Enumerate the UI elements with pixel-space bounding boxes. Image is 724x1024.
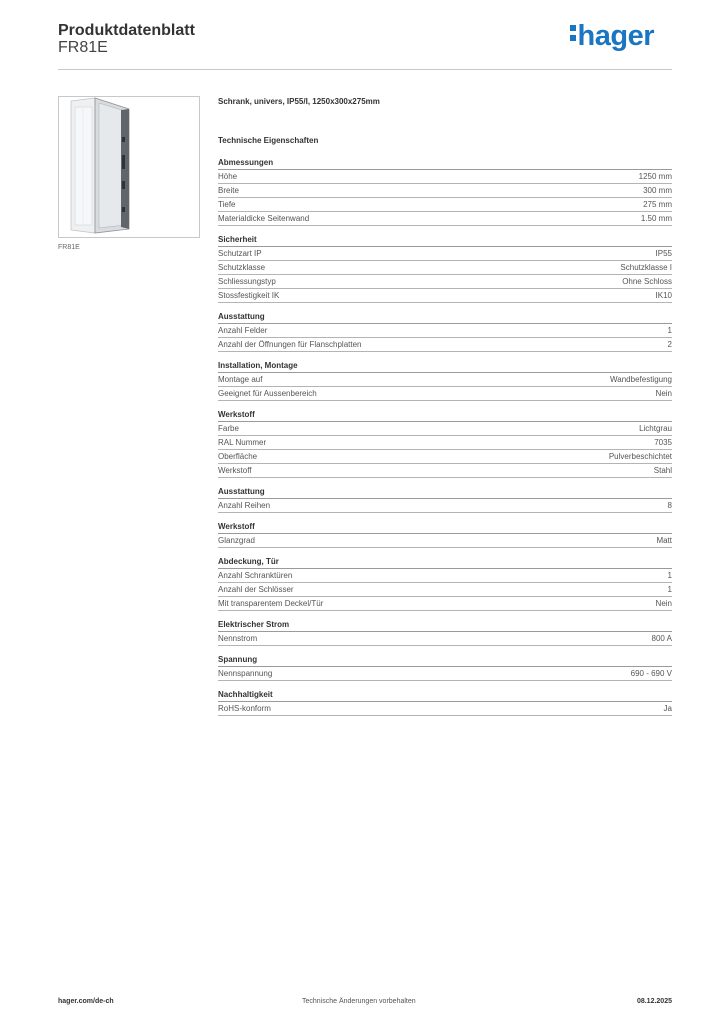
property-row <box>218 667 672 681</box>
property-value: IK10 <box>655 291 672 300</box>
property-row <box>218 184 672 198</box>
section-title: Spannung <box>218 655 672 667</box>
section-title: Werkstoff <box>218 522 672 534</box>
tech-properties-heading: Technische Eigenschaften <box>218 136 319 145</box>
property-value: 1 <box>667 571 672 580</box>
property-value: 1250 mm <box>638 172 672 181</box>
image-caption: FR81E <box>58 244 80 251</box>
property-value: Lichtgrau <box>639 424 672 433</box>
page-header <box>58 20 672 70</box>
property-row <box>218 702 672 716</box>
property-section <box>218 487 672 513</box>
footer-notice: Technische Änderungen vorbehalten <box>302 998 416 1005</box>
property-section <box>218 690 672 716</box>
property-row <box>218 170 672 184</box>
property-label: Farbe <box>218 424 239 433</box>
property-label: Schutzklasse <box>218 263 266 272</box>
property-row <box>218 324 672 338</box>
property-row <box>218 464 672 478</box>
property-label: Breite <box>218 186 239 195</box>
property-label: Schutzart IP <box>218 249 262 258</box>
property-row <box>218 436 672 450</box>
property-value: 800 A <box>651 634 672 643</box>
property-value: 7035 <box>654 438 672 447</box>
property-row <box>218 373 672 387</box>
property-row <box>218 212 672 226</box>
property-row <box>218 261 672 275</box>
property-label: Montage auf <box>218 375 263 384</box>
property-section <box>218 557 672 611</box>
footer-date: 08.12.2025 <box>636 998 672 1005</box>
property-section <box>218 312 672 352</box>
property-value: 1 <box>667 326 672 335</box>
section-title: Elektrischer Strom <box>218 620 672 632</box>
property-row <box>218 583 672 597</box>
property-value: 1.50 mm <box>640 214 672 223</box>
property-row <box>218 338 672 352</box>
datasheet-content <box>218 97 672 725</box>
footer-website: hager.com/de-ch <box>58 998 114 1005</box>
property-row <box>218 247 672 261</box>
product-code: FR81E <box>58 39 108 56</box>
property-label: Tiefe <box>218 200 236 209</box>
property-label: Anzahl Felder <box>218 326 268 335</box>
property-label: Nennspannung <box>218 669 273 678</box>
page-title: Produktdatenblatt <box>58 22 195 39</box>
property-row <box>218 569 672 583</box>
hager-logo <box>570 20 654 53</box>
property-row <box>218 422 672 436</box>
property-value: 1 <box>667 585 672 594</box>
property-value: Matt <box>656 536 672 545</box>
property-value: Ja <box>663 704 672 713</box>
property-row <box>218 499 672 513</box>
section-title: Installation, Montage <box>218 361 672 373</box>
property-value: Wandbefestigung <box>610 375 672 384</box>
section-title: Nachhaltigkeit <box>218 690 672 702</box>
section-title: Ausstattung <box>218 487 672 499</box>
property-label: Geeignet für Aussenbereich <box>218 389 317 398</box>
logo-text: hager <box>577 20 654 52</box>
property-section <box>218 158 672 226</box>
cabinet-icon <box>59 97 199 237</box>
property-section <box>218 410 672 478</box>
property-value: 300 mm <box>643 186 672 195</box>
property-label: Mit transparentem Deckel/Tür <box>218 599 324 608</box>
property-section <box>218 620 672 646</box>
property-section <box>218 522 672 548</box>
property-value: Ohne Schloss <box>622 277 672 286</box>
property-label: RAL Nummer <box>218 438 267 447</box>
property-label: Materialdicke Seitenwand <box>218 214 310 223</box>
property-label: Stossfestigkeit IK <box>218 291 280 300</box>
property-row <box>218 275 672 289</box>
property-label: Schliessungstyp <box>218 277 276 286</box>
property-section <box>218 235 672 303</box>
property-value: 690 - 690 V <box>630 669 672 678</box>
property-row <box>218 632 672 646</box>
property-value: 275 mm <box>643 200 672 209</box>
property-value: 8 <box>667 501 672 510</box>
product-description: Schrank, univers, IP55/I, 1250x300x275mm <box>218 97 380 106</box>
section-title: Abmessungen <box>218 158 672 170</box>
product-image <box>58 96 200 238</box>
property-sections <box>218 158 672 716</box>
property-label: Glanzgrad <box>218 536 255 545</box>
property-row <box>218 450 672 464</box>
property-value: Pulverbeschichtet <box>608 452 672 461</box>
property-label: Anzahl Schranktüren <box>218 571 293 580</box>
property-value: 2 <box>667 340 672 349</box>
property-row <box>218 597 672 611</box>
property-value: IP55 <box>655 249 672 258</box>
property-label: Oberfläche <box>218 452 258 461</box>
property-row <box>218 289 672 303</box>
property-value: Nein <box>655 389 672 398</box>
section-title: Ausstattung <box>218 312 672 324</box>
property-label: Höhe <box>218 172 238 181</box>
property-section <box>218 655 672 681</box>
logo-colon-icon <box>570 23 576 43</box>
property-label: Anzahl der Öffnungen für Flanschplatten <box>218 340 362 349</box>
section-title: Abdeckung, Tür <box>218 557 672 569</box>
property-label: Anzahl der Schlösser <box>218 585 294 594</box>
property-value: Schutzklasse I <box>620 263 672 272</box>
property-value: Stahl <box>653 466 672 475</box>
property-row <box>218 387 672 401</box>
section-title: Werkstoff <box>218 410 672 422</box>
property-label: Anzahl Reihen <box>218 501 271 510</box>
property-row <box>218 534 672 548</box>
property-value: Nein <box>655 599 672 608</box>
property-section <box>218 361 672 401</box>
property-label: RoHS-konform <box>218 704 271 713</box>
property-label: Werkstoff <box>218 466 252 475</box>
property-label: Nennstrom <box>218 634 258 643</box>
section-title: Sicherheit <box>218 235 672 247</box>
property-row <box>218 198 672 212</box>
